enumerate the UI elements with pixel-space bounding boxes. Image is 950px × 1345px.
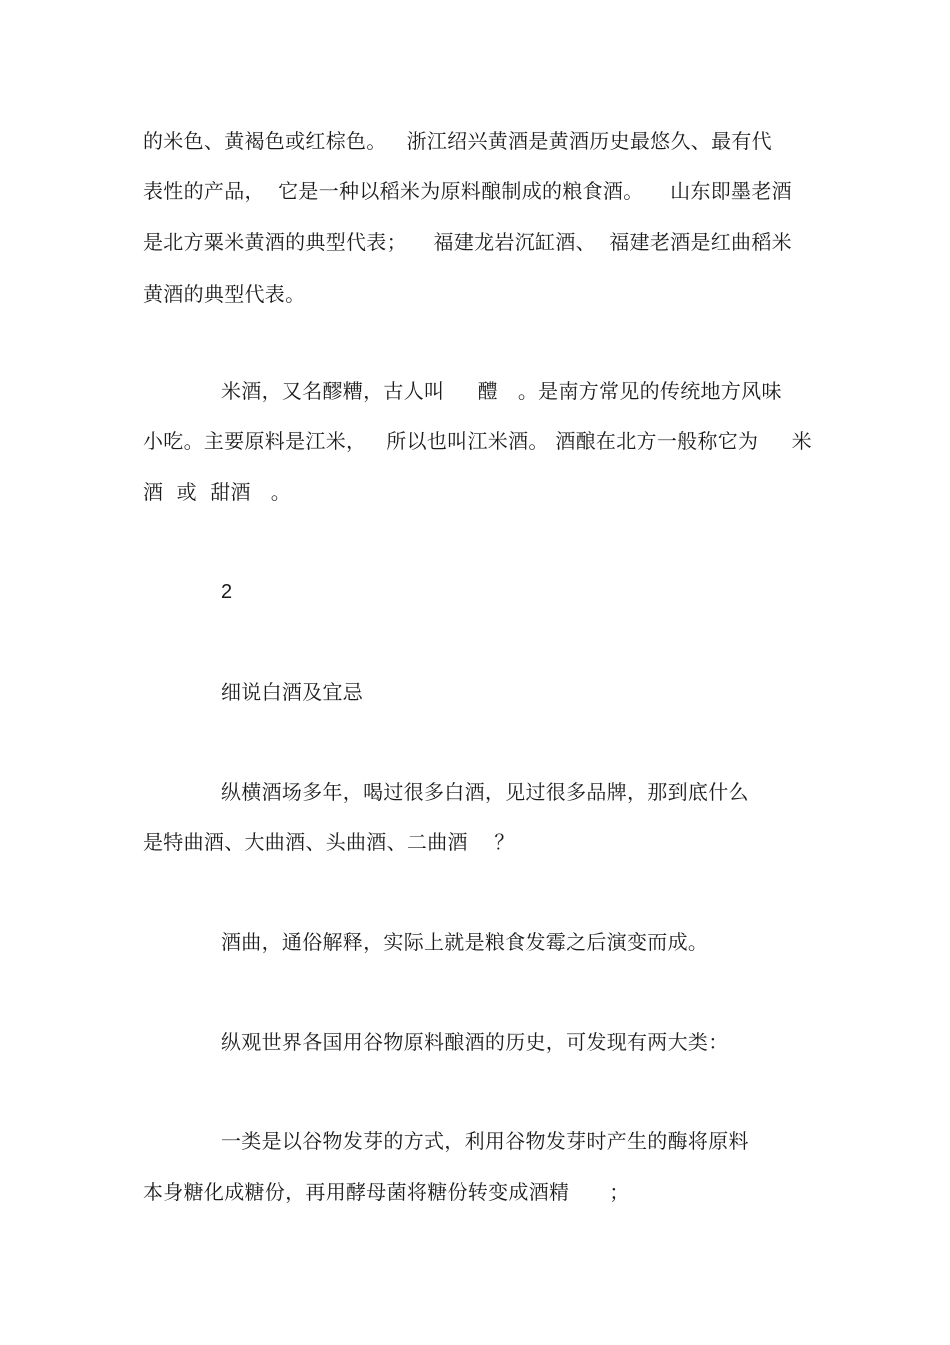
- paragraph-6-line-1: 一类是以谷物发芽的方式，利用谷物发芽时产生的酶将原料: [221, 1129, 749, 1153]
- paragraph-2-line-1: 米酒，又名醪糟，古人叫 醴 。是南方常见的传统地方风味: [221, 379, 782, 403]
- paragraph-5-line-1: 纵观世界各国用谷物原料酿酒的历史，可发现有两大类：: [221, 1030, 729, 1054]
- paragraph-4-line-1: 酒曲，通俗解释，实际上就是粮食发霉之后演变而成。: [221, 930, 709, 954]
- paragraph-1-line-2: 表性的产品， 它是一种以稻米为原料酿制成的粮食酒。 山东即墨老酒: [143, 179, 792, 203]
- paragraph-6-line-2: 本身糖化成糖份，再用酵母菌将糖份转变成酒精 ；: [143, 1180, 630, 1204]
- paragraph-3-line-1: 纵横酒场多年，喝过很多白酒，见过很多品牌，那到底什么: [221, 780, 749, 804]
- paragraph-2-line-2: 小吃。主要原料是江米， 所以也叫江米酒。 酒酿在北方一般称它为 米: [143, 429, 812, 453]
- paragraph-1-line-1: 的米色、黄褐色或红棕色。 浙江绍兴黄酒是黄酒历史最悠久、最有代: [143, 129, 772, 153]
- paragraph-3-line-2: 是特曲酒、大曲酒、头曲酒、二曲酒 ？: [143, 830, 515, 854]
- section-title: 细说白酒及宜忌: [221, 680, 364, 704]
- paragraph-2-line-3: 酒 或 甜酒 。: [143, 480, 292, 504]
- paragraph-1-line-4: 黄酒的典型代表。: [143, 282, 306, 306]
- paragraph-1-line-3: 是北方粟米黄酒的典型代表； 福建龙岩沉缸酒、 福建老酒是红曲稻米: [143, 230, 792, 254]
- section-number: 2: [221, 581, 233, 603]
